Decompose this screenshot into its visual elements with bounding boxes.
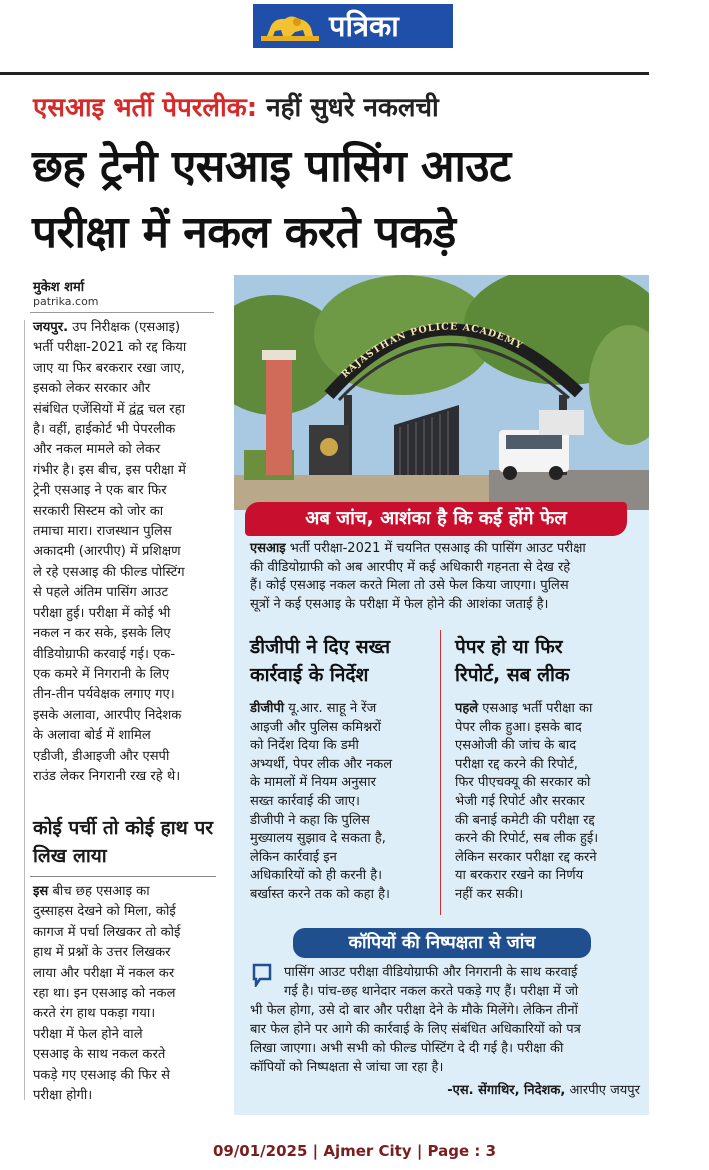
body-line: इस बीच छह एसआइ का (33, 884, 150, 899)
leak-line: फिर पीएचक्यू की सरकार को (455, 775, 591, 791)
body-line: गंभीर है। इस बीच, इस परीक्षा में (33, 462, 186, 478)
quote-line: पासिंग आउट परीक्षा वीडियोग्राफी और निगरानी के साथ करवाई (284, 965, 578, 980)
body-line: संबंधित एजेंसियों में द्वंद्व चल रहा (33, 401, 186, 417)
body-line: कागज में पर्चा लिखकर तो कोई (33, 924, 181, 940)
body-line: तमाचा मारा। राजस्थान पुलिस (33, 524, 172, 540)
quote-line: बार फेल होने पर आगे की कार्रवाई के लिए संबंधित अधिकारियों को पत्र (250, 1022, 581, 1037)
body-line: है। वहीं, हाईकोर्ट भी पेपरलीक (33, 422, 176, 438)
article-body (33, 318, 216, 787)
dgp-line: आइजी और पुलिस कमिश्नरों (250, 719, 382, 735)
body-line: दुस्साहस देखने को मिला, कोई (33, 904, 176, 920)
byline-author: मुकेश शर्मा (33, 280, 85, 295)
dgp-heading: डीजीपी ने दिए सख्त कार्रवाई के निर्देश (250, 636, 391, 686)
quote-body (250, 963, 642, 1077)
dgp-line: लेकिन कार्रवाई इन (250, 849, 337, 865)
leak-line: एसओजी की जांच के बाद (455, 738, 577, 754)
intro-line: सूत्रों ने कई एसआइ के परीक्षा में फेल होने की आशंका जताई है। (250, 596, 549, 612)
body-line: हाथ में प्रश्नों के उत्तर लिखकर (33, 945, 171, 961)
body-line: जाए या फिर बरकरार रखा जाए, (33, 360, 185, 376)
subhead-rule (30, 876, 216, 877)
dgp-line: डीजीपी यू.आर. साहू ने रेंज (250, 701, 377, 716)
quote-org: आरपीए जयपुर (569, 1083, 640, 1098)
body-line: नकल न कर सके, इसके लिए (33, 626, 171, 642)
masthead-logo (253, 4, 453, 48)
byline-rule (30, 312, 214, 313)
leak-line: लेकिन सरकार परीक्षा रद्द करने (455, 849, 597, 865)
inner-column-rule (440, 630, 441, 915)
quote-line: भी फेल होगा, उसे दो बार और परीक्षा देने के मौके मिलेंगे। लेकिन तीनों (250, 1003, 578, 1018)
top-rule (0, 72, 649, 75)
dgp-line: सख्त कार्रवाई की जाए। (250, 793, 360, 809)
body-line: वीडियोग्राफी करवाई गई। एक- (33, 646, 176, 662)
body-line: करते रंग हाथ पकड़ा गया। (33, 1006, 156, 1022)
quote-name: -एस. सेंगाथिर, निदेशक, (447, 1083, 566, 1098)
kicker-red: एसआइ भर्ती पेपरलीक: (33, 93, 258, 123)
body-line: तीन-तीन पर्यवेक्षक लगाए गए। (33, 687, 175, 703)
quote-banner: कॉपियों की निष्पक्षता से जांच (293, 928, 591, 958)
lion-emblem-icon (261, 10, 319, 42)
body-line: भर्ती परीक्षा-2021 को रद्द किया (33, 340, 187, 356)
kicker-rest: नहीं सुधरे नकलची (266, 93, 439, 123)
body-line: के अलावा बोर्ड में शामिल (33, 728, 151, 744)
investigation-banner: अब जांच, आशंका है कि कई होंगे फेल (245, 502, 627, 536)
body-line: से पहले अंतिम पासिंग आउट (33, 585, 169, 601)
body-line: रहा था। इन एसआइ को नकल (33, 986, 176, 1002)
quote-line: लिखा जाएगा। अभी सभी को फील्ड पोस्टिंग दे दी गई है। परीक्षा की (250, 1041, 564, 1056)
body-line: लाया और परीक्षा में नकल कर (33, 965, 175, 981)
body-line: एडीजी, डीआइजी और एसपी (33, 748, 170, 764)
gate-illustration (234, 275, 649, 510)
body-line: परीक्षा में फेल होने वाले (33, 1026, 143, 1042)
body-line: राउंड लेकर निगरानी रख रहे थे। (33, 768, 181, 784)
quote-attribution (385, 1080, 640, 1098)
place-lead: जयपुर. (33, 320, 69, 335)
article-body-2 (33, 882, 216, 1106)
intro-line: एसआइ भर्ती परीक्षा-2021 में चयनित एसआइ की पासिंग आउट परीक्षा (250, 541, 586, 556)
dgp-line: के मामलों में नियम अनुसार (250, 775, 376, 791)
headline-line-1: छह ट्रेनी एसआइ पासिंग आउट (32, 141, 511, 192)
intro-line: हैं। कोई एसआइ नकल करते मिला तो उसे फेल किया जाएगा। पुलिस (250, 578, 569, 594)
dgp-line: मुख्यालय सुझाव दे सकता है, (250, 831, 386, 847)
leak-line: की बनाई कमेटी की परीक्षा रद्द (455, 812, 595, 828)
headline-line-2: परीक्षा में नकल करते पकड़े (32, 207, 456, 258)
dgp-body (250, 700, 432, 905)
body-line: ट्रेनी एसआइ ने एक बार फिर (33, 483, 167, 499)
body-line: एक कमरे में निगरानी के लिए (33, 666, 170, 682)
byline-website: patrika.com (33, 295, 99, 308)
dgp-line: अभ्यर्थी, पेपर लीक और नकल (250, 756, 393, 772)
leak-line: परीक्षा रद्द करने की रिपोर्ट, (455, 756, 578, 772)
body-line: इसके अलावा, आरपीए निदेशक (33, 707, 182, 723)
body-line: इसको लेकर सरकार और (33, 381, 151, 397)
body-line: और नकल मामले को लेकर (33, 442, 161, 458)
body-line: पकड़े गए एसआइ की फिर से (33, 1067, 170, 1083)
box-intro (250, 540, 640, 614)
leak-lead: पहले (455, 701, 479, 716)
leak-line: करने की रिपोर्ट, सब लीक हुई। (455, 831, 599, 847)
body-line: सरकारी सिस्टम को जोर का (33, 503, 164, 519)
column-rule (24, 320, 25, 1100)
body-line: ले रहे एसआइ की फील्ड पोस्टिंग (33, 564, 185, 580)
leak-heading: पेपर हो या फिर रिपोर्ट, सब लीक (455, 636, 570, 686)
dgp-lead: डीजीपी (250, 701, 285, 716)
leak-line: पहले एसआइ भर्ती परीक्षा का (455, 701, 593, 716)
leak-line: नहीं कर सकी। (455, 886, 524, 902)
body-line: परीक्षा होगी। (33, 1088, 93, 1104)
leak-body (455, 700, 640, 905)
dgp-line: डीजीपी ने कहा कि पुलिस (250, 812, 370, 828)
headline-kicker (33, 88, 439, 124)
intro-line: की वीडियोग्राफी को अब आरपीए में कई अधिकारी गहनता से देख रहे (250, 559, 571, 575)
body-line: जयपुर. उप निरीक्षक (एसआइ) (33, 320, 181, 335)
dgp-line: बर्खास्त करने तक को कहा है। (250, 886, 390, 902)
quote-line: कॉपियों को निष्पक्षता से जांचा जा रहा है। (250, 1060, 444, 1075)
body-line: परीक्षा हुई। परीक्षा में कोई भी (33, 605, 171, 621)
body-line: अकादमी (आरपीए) में प्रशिक्षण (33, 544, 181, 560)
sub-lead: इस (33, 884, 49, 899)
dgp-line: को निर्देश दिया कि डमी (250, 738, 359, 754)
body-line: एसआइ के साथ नकल करते (33, 1047, 166, 1063)
leak-line: या बरकरार रखने का निर्णय (455, 868, 584, 884)
academy-gate-photo (234, 275, 649, 510)
brand-name: पत्रिका (329, 9, 399, 43)
subheadline: कोई पर्ची तो कोई हाथ पर लिख लाया (33, 817, 214, 867)
page-footer: 09/01/2025 | Ajmer City | Page : 3 (212, 1142, 497, 1160)
leak-line: भेजी गई रिपोर्ट और सरकार (455, 793, 585, 809)
dgp-line: अधिकारियों को ही करनी है। (250, 868, 383, 884)
arch-text: RAJASTHAN POLICE ACADEMY (339, 321, 525, 381)
quote-line: गई है। पांच-छह थानेदार नकल करते पकड़े गए हैं। परीक्षा में जो (284, 984, 579, 999)
leak-line: पेपर लीक हुआ। इसके बाद (455, 719, 582, 735)
intro-lead: एसआइ (250, 541, 286, 556)
